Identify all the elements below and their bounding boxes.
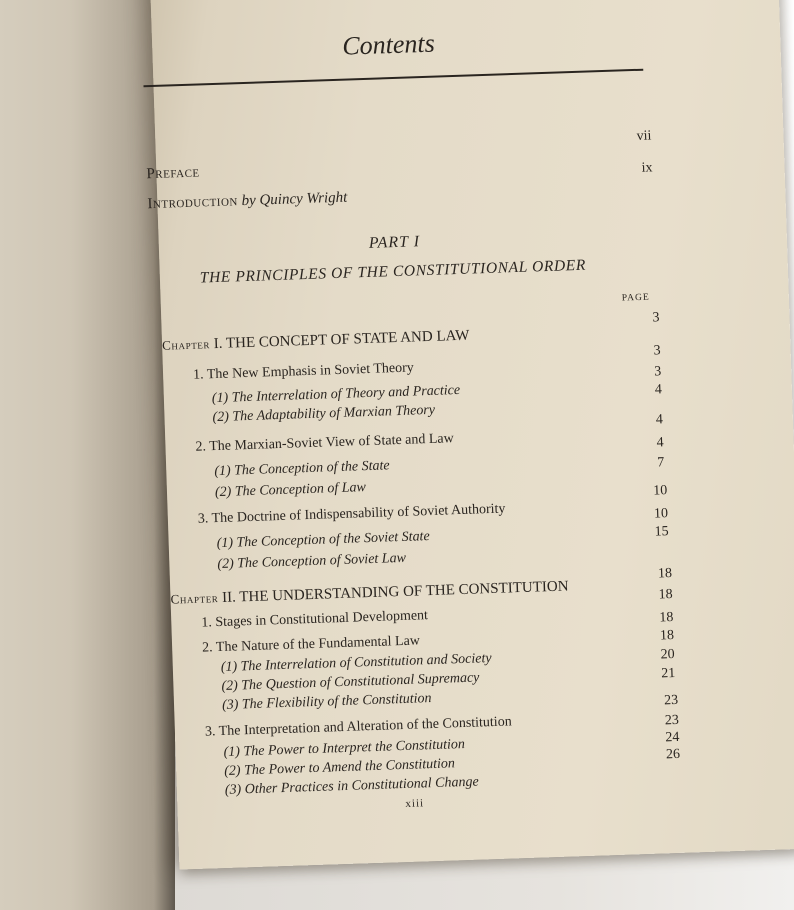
subsection-2-2-2-page: 20 [660,646,675,663]
introduction-page: ix [641,160,653,176]
page-title: Contents [341,28,436,61]
section-1-2-page: 4 [655,412,664,428]
section-2-3-page: 23 [663,692,679,709]
subsection-1-2-1: (1) The Conception of the State [214,458,390,480]
section-1-2: 2. The Marxian-Soviet View of State and Law [195,431,454,455]
introduction-byline: by Quincy Wright [241,189,348,210]
section-2-1-page: 18 [658,587,673,603]
part-number: PART I [368,233,421,252]
preface-page: vii [636,128,652,144]
subsection-1-1-2: (2) The Adaptability of Marxian Theory [212,402,436,426]
subsection-1-2-1-page: 4 [656,435,664,451]
section-1-1-page: 3 [653,343,661,359]
chapter-1-title: Chapter I. THE CONCEPT OF STATE AND LAW [161,327,470,353]
subsection-1-2-2: (2) The Conception of Law [214,480,367,501]
chapter-1-page: 3 [652,310,660,326]
section-2-2-page: 18 [659,610,674,626]
subsection-2-3-2-page: 24 [665,729,680,746]
section-2-3: 3. The Interpretation and Alteration of the Constitution [204,714,512,740]
subsection-2-2-2: (2) The Question of Constitutional Supremacy [221,670,480,695]
subsection-1-1-2-page: 4 [654,382,663,398]
subsection-1-3-1: (1) The Conception of the Soviet State [216,529,430,552]
subsection-2-3-1: (1) The Power to Interpret the Constitution [223,736,466,760]
chapter-2-page: 18 [657,566,673,582]
subsection-1-2-2-page: 7 [657,455,665,471]
left-page [0,0,175,910]
subsection-2-2-1-page: 18 [659,627,675,644]
subsection-2-2-1: (1) The Interrelation of Constitution and Society [220,651,492,676]
subsection-2-2-3-page: 21 [661,665,676,682]
introduction-entry [147,190,347,214]
subsection-1-3-2-page: 15 [654,524,669,540]
preface-label: Preface [146,164,200,183]
subsection-2-3-3-page: 26 [665,746,681,763]
subsection-2-3-2: (2) The Power to Amend the Constitution [224,756,456,779]
subsection-1-1-1: (1) The Interrelation of Theory and Practice [211,382,461,407]
chapter-2-title: Chapter II. THE UNDERSTANDING OF THE CONSTITUTION [170,578,569,607]
page-column-header: PAGE [621,292,650,304]
page-folio: xiii [405,797,425,810]
section-1-3-page: 10 [652,483,668,499]
section-2-2: 2. The Nature of the Fundamental Law [201,633,421,656]
part-title: THE PRINCIPLES OF THE CONSTITUTIONAL ORDER [199,256,587,287]
subsection-1-1-1-page: 3 [654,364,662,380]
introduction-label: Introduction [147,193,239,213]
section-1-3: 3. The Doctrine of Indispensability of Soviet Authority [197,501,506,527]
subsection-2-3-3: (3) Other Practices in Constitutional Change [224,774,479,798]
subsection-2-2-3: (3) The Flexibility of the Constitution [221,691,432,714]
subsection-1-3-2: (2) The Conception of Soviet Law [217,550,407,573]
section-1-1: 1. The New Emphasis in Soviet Theory [192,360,414,383]
section-2-1: 1. Stages in Constitutional Development [201,608,429,631]
subsection-2-3-1-page: 23 [664,712,680,729]
title-rule [143,69,643,88]
subsection-1-3-1-page: 10 [653,506,669,522]
contents-page [146,0,794,870]
